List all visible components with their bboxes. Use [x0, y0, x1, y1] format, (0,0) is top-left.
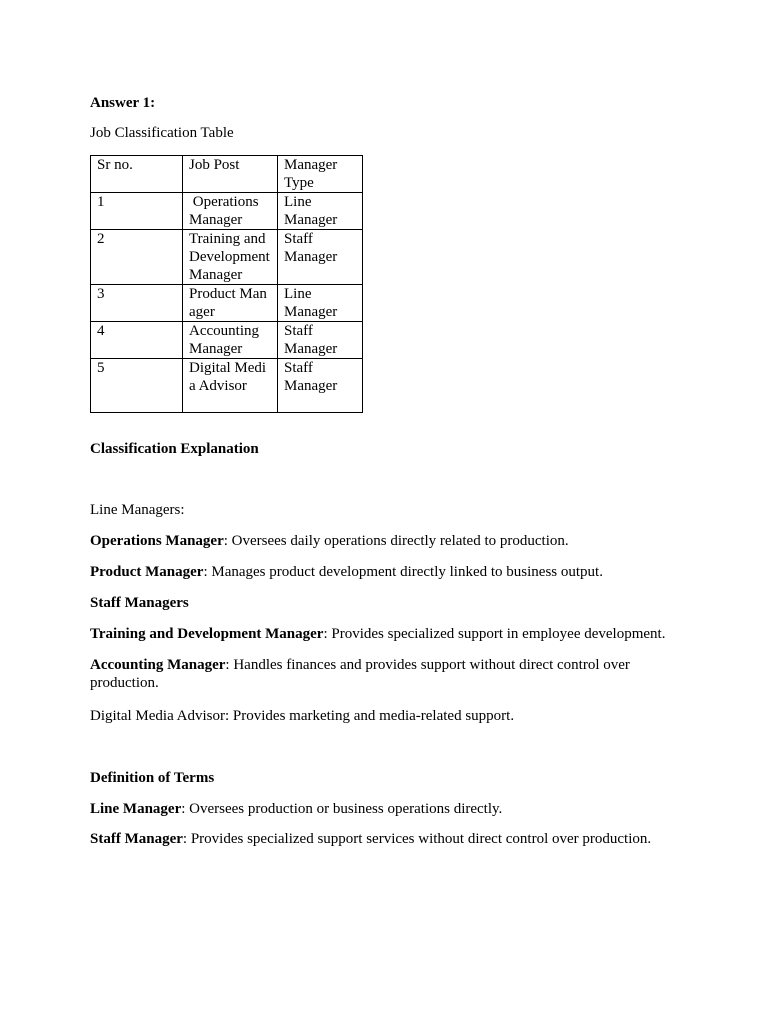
table-row — [91, 285, 363, 322]
table-cell: Product Manager — [183, 285, 278, 322]
table-header-row — [91, 156, 363, 193]
table-row — [91, 359, 363, 413]
table-title: Job Classification Table — [90, 125, 234, 141]
table-cell: Training and Development Manager — [183, 230, 278, 285]
line-manager-definition: Line Manager: Oversees production or business operations directly. — [90, 801, 503, 817]
table-cell: Digital Media Advisor — [183, 359, 278, 413]
table-cell: 5 — [91, 359, 183, 413]
table-cell: 2 — [91, 230, 183, 285]
table-cell: 1 — [91, 193, 183, 230]
table-row — [91, 322, 363, 359]
job-classification-table — [90, 155, 363, 413]
digital-media-advisor-entry: Digital Media Advisor: Provides marketing and media-related support. — [90, 708, 515, 724]
table-header-cell: Job Post — [183, 156, 278, 193]
answer-heading: Answer 1: — [90, 95, 156, 111]
line-managers-label: Line Managers: — [90, 502, 185, 518]
accounting-manager-entry: Accounting Manager: Handles finances and provides support without direct control over production. — [90, 657, 630, 691]
product-manager-entry: Product Manager: Manages product development directly linked to business output. — [90, 564, 603, 580]
table-header-cell: Manager Type — [278, 156, 363, 193]
classification-title: Classification Explanation — [90, 441, 259, 457]
table-cell: Staff Manager — [278, 230, 363, 285]
definitions-title: Definition of Terms — [90, 770, 215, 786]
training-manager-entry: Training and Development Manager: Provides specialized support in employee development. — [90, 626, 666, 642]
staff-manager-definition: Staff Manager: Provides specialized support services without direct control over production. — [90, 831, 652, 847]
operations-manager-entry: Operations Manager: Oversees daily operations directly related to production. — [90, 533, 569, 549]
table-cell: Staff Manager — [278, 322, 363, 359]
staff-managers-label: Staff Managers — [90, 595, 189, 611]
table-cell: Accounting Manager — [183, 322, 278, 359]
table-row — [91, 230, 363, 285]
table-cell: 4 — [91, 322, 183, 359]
table-cell: 3 — [91, 285, 183, 322]
table-cell: Operations Manager — [183, 193, 278, 230]
table-cell: Line Manager — [278, 285, 363, 322]
table-cell: Staff Manager — [278, 359, 363, 413]
table-header-cell: Sr no. — [91, 156, 183, 193]
table-row — [91, 193, 363, 230]
table-cell: Line Manager — [278, 193, 363, 230]
